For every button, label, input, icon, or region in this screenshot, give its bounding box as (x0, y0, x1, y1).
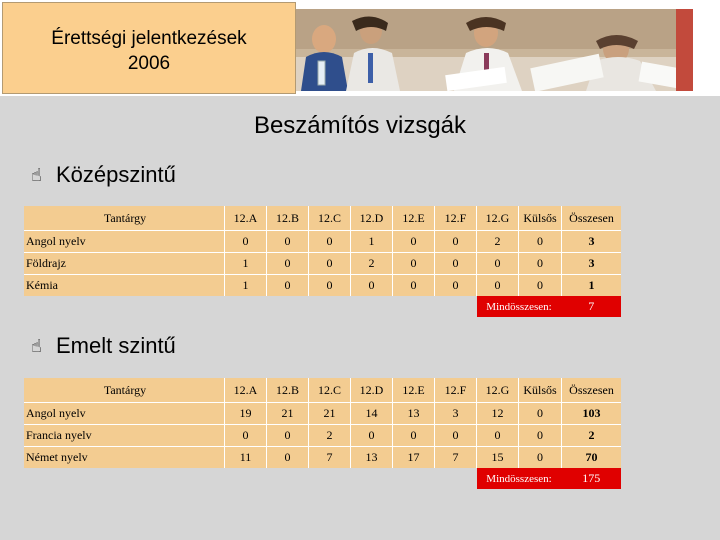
value-cell: 0 (477, 275, 519, 297)
subject-cell: Francia nyelv (24, 425, 225, 447)
header-banner (0, 0, 720, 96)
value-cell: 0 (477, 425, 519, 447)
value-cell: 21 (267, 403, 309, 425)
section-title: Emelt szintű (55, 333, 176, 358)
table-row (24, 403, 621, 425)
value-cell: 0 (267, 425, 309, 447)
value-cell: 7 (435, 447, 477, 469)
value-cell: 17 (393, 447, 435, 469)
value-cell: 7 (309, 447, 351, 469)
column-header: 12.G (477, 206, 519, 231)
column-header: 12.D (351, 206, 393, 231)
column-header: 12.G (477, 378, 519, 403)
value-cell: 0 (351, 275, 393, 297)
value-cell: 0 (519, 425, 562, 447)
column-header: Külsős (519, 378, 562, 403)
section-label-kozepszintu (31, 162, 176, 188)
pointing-hand-icon: ☝ (31, 164, 42, 186)
value-cell: 0 (393, 275, 435, 297)
subject-cell: Földrajz (24, 253, 225, 275)
subject-cell: Angol nyelv (24, 403, 225, 425)
value-cell: 0 (393, 253, 435, 275)
subject-cell: Német nyelv (24, 447, 225, 469)
title-line-1: Érettségi jelentkezések (51, 28, 247, 49)
total-cell: 2 (562, 425, 622, 447)
value-cell: 0 (267, 231, 309, 253)
value-cell: 0 (309, 253, 351, 275)
value-cell: 0 (225, 425, 267, 447)
grand-total-value: 175 (562, 468, 622, 489)
column-header: 12.C (309, 206, 351, 231)
table-row (24, 425, 621, 447)
section-label-emelt (31, 333, 176, 359)
value-cell: 2 (351, 253, 393, 275)
value-cell: 0 (477, 253, 519, 275)
title-box (2, 2, 296, 94)
column-header: 12.A (225, 378, 267, 403)
value-cell: 0 (435, 231, 477, 253)
total-cell: 3 (562, 231, 622, 253)
column-header: 12.D (351, 378, 393, 403)
column-header: 12.E (393, 206, 435, 231)
column-header: Külsős (519, 206, 562, 231)
value-cell: 0 (309, 275, 351, 297)
column-header: 12.F (435, 206, 477, 231)
value-cell: 13 (393, 403, 435, 425)
students-exam-photo (296, 9, 693, 91)
value-cell: 1 (225, 253, 267, 275)
value-cell: 0 (519, 275, 562, 297)
value-cell: 2 (477, 231, 519, 253)
value-cell: 19 (225, 403, 267, 425)
total-cell: 1 (562, 275, 622, 297)
total-row (24, 468, 621, 489)
value-cell: 0 (393, 425, 435, 447)
value-cell: 3 (435, 403, 477, 425)
grand-total-label: Mindösszesen: (477, 296, 562, 317)
column-header: 12.A (225, 206, 267, 231)
table-emelt (24, 378, 621, 489)
value-cell: 0 (435, 425, 477, 447)
value-cell: 0 (225, 231, 267, 253)
grand-total-value: 7 (562, 296, 622, 317)
column-header: Tantárgy (24, 378, 225, 403)
value-cell: 0 (309, 231, 351, 253)
value-cell: 14 (351, 403, 393, 425)
table-kozepszintu (24, 206, 621, 317)
column-header: 12.C (309, 378, 351, 403)
value-cell: 0 (267, 253, 309, 275)
total-cell: 70 (562, 447, 622, 469)
column-header: Összesen (562, 206, 622, 231)
value-cell: 0 (519, 403, 562, 425)
subject-cell: Angol nyelv (24, 231, 225, 253)
value-cell: 0 (435, 253, 477, 275)
value-cell: 15 (477, 447, 519, 469)
value-cell: 1 (225, 275, 267, 297)
value-cell: 0 (519, 253, 562, 275)
value-cell: 13 (351, 447, 393, 469)
table-header-row (24, 206, 621, 231)
total-cell: 103 (562, 403, 622, 425)
column-header: 12.E (393, 378, 435, 403)
total-row (24, 296, 621, 317)
page-title: Beszámítós vizsgák (253, 112, 467, 139)
table-header-row (24, 378, 621, 403)
subject-cell: Kémia (24, 275, 225, 297)
table-row (24, 447, 621, 469)
column-header: Tantárgy (24, 206, 225, 231)
table-row (24, 275, 621, 297)
value-cell: 0 (519, 447, 562, 469)
title-line-2: 2006 (127, 53, 171, 74)
pointing-hand-icon: ☝ (31, 335, 42, 357)
value-cell: 0 (267, 275, 309, 297)
column-header: Összesen (562, 378, 622, 403)
value-cell: 0 (435, 275, 477, 297)
value-cell: 11 (225, 447, 267, 469)
table-row (24, 253, 621, 275)
value-cell: 2 (309, 425, 351, 447)
table-row (24, 231, 621, 253)
section-title: Középszintű (55, 162, 176, 187)
value-cell: 21 (309, 403, 351, 425)
total-cell: 3 (562, 253, 622, 275)
value-cell: 0 (519, 231, 562, 253)
value-cell: 0 (267, 447, 309, 469)
grand-total-label: Mindösszesen: (477, 468, 562, 489)
value-cell: 0 (351, 425, 393, 447)
value-cell: 1 (351, 231, 393, 253)
column-header: 12.B (267, 378, 309, 403)
column-header: 12.B (267, 206, 309, 231)
value-cell: 12 (477, 403, 519, 425)
column-header: 12.F (435, 378, 477, 403)
value-cell: 0 (393, 231, 435, 253)
